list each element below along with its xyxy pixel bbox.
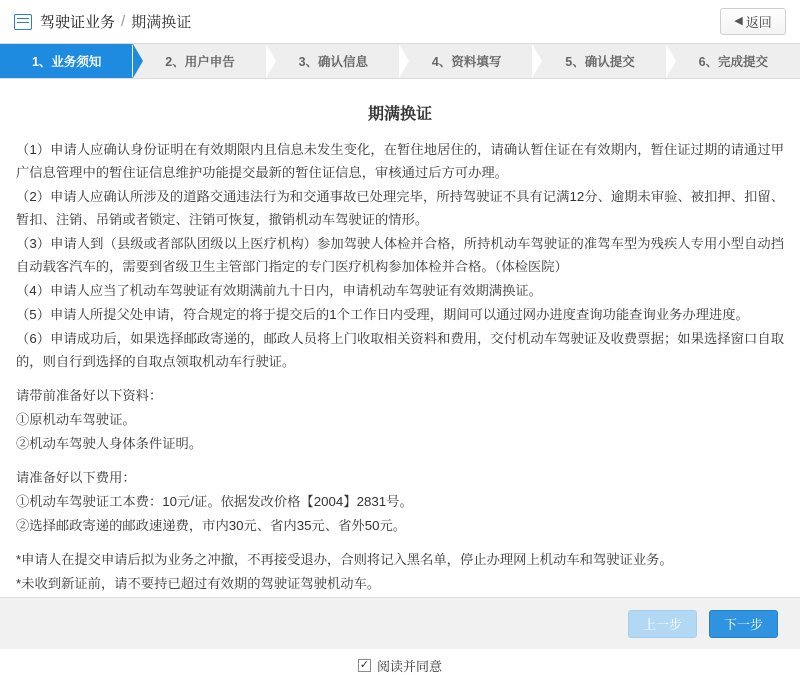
- step-label: 5、确认提交: [565, 55, 635, 69]
- step-label: 3、确认信息: [298, 55, 369, 69]
- step-label: 1、业务须知: [31, 55, 102, 69]
- next-step-label: 下一步: [723, 617, 763, 632]
- menu-icon[interactable]: [14, 14, 32, 30]
- step-label: 4、资料填写: [431, 55, 502, 69]
- notice-paragraph: （6）申请成功后，如果选择邮政寄递的，邮政人员将上门收取相关资料和费用，交付机动车驾驶证及收费票据；如果选择窗口自取的，则自行到选择的自取点领取机动车行驶证。: [16, 331, 784, 369]
- fees-header: 请准备好以下费用：: [16, 470, 136, 485]
- fees-item: ①机动车驾驶证工本费：10元/证。依据发改价格【2004】2831号。: [16, 494, 413, 509]
- next-step-button[interactable]: [709, 610, 778, 638]
- notice-paragraph: （5）申请人所提父处申请，符合规定的将于提交后的1个工作日内受理，期间可以通过网办进度查询功能查询业务办理进度。: [16, 307, 749, 322]
- step-indicator: [0, 44, 800, 79]
- previous-step-button[interactable]: [628, 610, 697, 638]
- spacer: [16, 538, 784, 548]
- materials-header: 请带前准备好以下资料：: [16, 388, 163, 403]
- footer-actions: [0, 597, 800, 649]
- app-header: [0, 0, 800, 44]
- notice-content: [0, 79, 800, 675]
- step-4-fill-materials[interactable]: [400, 44, 533, 78]
- breadcrumb-text: [40, 11, 191, 32]
- step-6-complete-submit[interactable]: [667, 44, 800, 78]
- step-label: 6、完成提交: [698, 55, 769, 69]
- notice-paragraph: （4）申请人应当了机动车驾驶证有效期满前九十日内，申请机动车驾驶证有效期满换证。: [16, 283, 542, 298]
- step-label: 2、用户申告: [165, 55, 235, 69]
- agree-checkbox[interactable]: ✓: [359, 659, 370, 671]
- notice-paragraph: （2）申请人应确认所涉及的道路交通违法行为和交通事故已处理完毕，所持驾驶证不具有记满12分、逾期未审验、被扣押、扣留、暂扣、注销、吊销或者锁定、注销可恢复，撤销机动车驾驶证的情形。: [16, 189, 784, 227]
- page-title: 期满换证: [367, 106, 432, 123]
- notice-footnote: *申请人在提交申请后拟为业务之冲撤，不再接受退办，合则将记入黑名单，停止办理网上机动车和驾驶证业务。: [16, 552, 673, 567]
- back-arrow-icon: ◀: [734, 15, 743, 27]
- notice-footnote: *未收到新证前，请不要持已超过有效期的驾驶证驾驶机动车。: [16, 576, 381, 591]
- step-2-user-declaration[interactable]: [133, 44, 266, 78]
- materials-item: ①原机动车驾驶证。: [16, 412, 136, 427]
- step-1-business-notice[interactable]: [0, 44, 133, 78]
- spacer: [16, 456, 784, 466]
- breadcrumb-separator: /: [121, 13, 126, 30]
- spacer: [16, 374, 784, 384]
- notice-paragraph: （3）申请人到（县级或者部队团级以上医疗机构）参加驾驶人体检并合格，所持机动车驾驶证的准驾车型为残疾人专用小型自动挡自动载客汽车的，需要到省级卫生主管部门指定的专门医疗机构参加体检并合格。（体检医院）: [16, 236, 784, 274]
- step-5-confirm-submit[interactable]: [533, 44, 666, 78]
- step-3-confirm-info[interactable]: [267, 44, 400, 78]
- notice-paragraph: （1）申请人应确认身份证明在有效期限内且信息未发生变化，在暂住地居住的，请确认暂住证在有效期内，暂住证过期的请通过甲广信息管理中的暂住证信息维护功能提交最新的暂住证信息，审核通过后方可办理。: [16, 142, 784, 180]
- back-button-label: 返回: [745, 15, 772, 30]
- breadcrumb-item-current: 期满换证: [131, 14, 192, 31]
- agree-label[interactable]: 阅读并同意: [376, 659, 442, 674]
- previous-step-label: 上一步: [642, 617, 682, 632]
- breadcrumb: [14, 11, 191, 32]
- agree-row: [16, 656, 784, 675]
- breadcrumb-item-main[interactable]: 驾驶证业务: [40, 14, 116, 31]
- back-button[interactable]: [720, 8, 786, 35]
- fees-item: ②选择邮政寄递的邮政速递费，市内30元、省内35元、省外50元。: [16, 518, 407, 533]
- materials-item: ②机动车驾驶人身体条件证明。: [16, 436, 203, 451]
